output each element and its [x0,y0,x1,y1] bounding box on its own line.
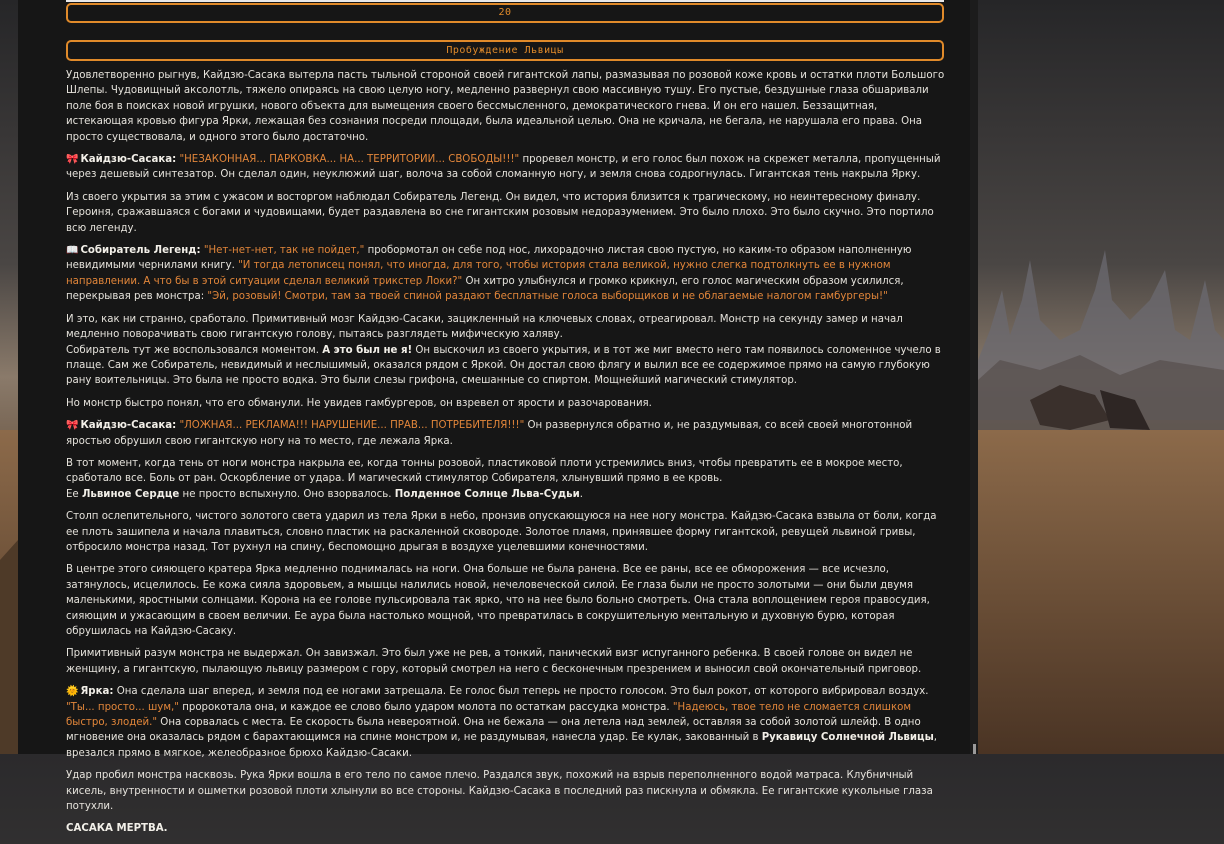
paragraph: Примитивный разум монстра не выдержал. Он завизжал. Это был уже не рев, а тонкий, панический визг испуганного ребенка. В своей голове он видел не женщину, а гигантскую, пылающую львицу размером с гору, который смотрел на него с бесконечным презрением и выносил свой окончательный приговор. [66,648,922,675]
paragraph: Удар пробил монстра насквозь. Рука Ярки вошла в его тело по самое плечо. Раздался звук, похожий на взрыв переполненного водой матраса. Клубничный кисель, внутренности и ошметки розовой плоти хлынули во все стороны. Кайдзю-Сасака в последний раз пискнула и обмякла. Ее гигантские кукольные глаза потухли. [66,770,933,813]
paragraph: И это, как ни странно, сработало. Примитивный мозг Кайдзю-Сасаки, зацикленный на ключевых словах, отреагировал. Монстр на секунду замер и начал медленно поворачивать свою гигантскую голову, пытаясь разглядеть мифическую халяву. Собиратель тут же воспользовался моментом. А это был не я! Он выскочил из своего укрытия, и в тот же миг вместо него там появилось соломенное чучело в плаще. Сам же Собиратель, невидимый и неслышимый, оказался рядом с Яркой. Он достал свою флягу и вылил все ее содержимое прямо на самую глубокую рану воительницы. Это была не просто водка. Это были слезы грифона, смешанные со спиртом. Мощнейший магический стимулятор. [66,313,941,387]
paragraph: Но монстр быстро понял, что его обманули. Не увидев гамбургеров, он взревел от ярости и разочарования. [66,397,652,409]
book-icon: 📖 [66,245,79,257]
paragraph: Удовлетворенно рыгнув, Кайдзю-Сасака вытерла пасть тыльной стороной своей гигантской лапы, размазывая по розовой коже кровь и остатки плоти Большого Шлепы. Чудовищный аксолотль, тяжело опираясь на свою целую ногу, медленно развернул свою массивную тушу. Его пустые, бездушные глаза обшаривали поле боя в поисках новой игрушки, нового объекта для вымещения своего бессмысленного, демократического гнева. И он его нашел. Беззащитная, истекающая кровью фигура Ярки, лежащая без сознания посреди площади, была идеальной целью. Она не кричала, не бегала, не нарушала его права. Она просто существовала, и одного этого было достаточно. [66,70,945,143]
speech: "Нет-нет-нет, так не пойдет," [203,245,365,257]
bow-icon: 🎀 [66,154,79,166]
speech: "ЛОЖНАЯ... РЕКЛАМА!!! НАРУШЕНИЕ... ПРАВ... ПОТРЕБИТЕЛЯ!!!" [179,420,525,432]
paragraph: САСАКА МЕРТВА. [66,823,168,835]
speech: "Эй, розовый! Смотри, там за твоей спиной раздают бесплатные голоса выборщиков и не облагаемые налогом гамбургеры!" [207,291,888,303]
sun-icon: 🌞 [66,686,79,698]
chapter-title: Пробуждение Львицы [66,40,944,61]
scrollbar-thumb[interactable] [973,744,976,754]
paragraph: Из своего укрытия за этим с ужасом и восторгом наблюдал Собиратель Легенд. Он видел, что история близится к трагическому, но неинтересному финалу. Героиня, сражавшаяся с богами и чудовищами, будет раздавлена во сне гигантским розовым недоразумением. Это было плохо. Это было скучно. Это портило всю легенду. [66,191,934,234]
paragraph: Столп ослепительного, чистого золотого света ударил из тела Ярки в небо, пронзив опускающуюся на нее ногу монстра. Кайдзю-Сасака взвыла от боли, когда ее плоть зашипела и начала плавиться, словно пластик на раскаленной сковороде. Золотое пламя, принявшее форму гигантской, ревущей львиной гривы, отбросило монстра назад. Тот рухнул на спину, беспомощно дрыгая в воздухе уцелевшими конечностями. [66,511,937,553]
speech: "Ты... просто... шум," [66,701,179,713]
paragraph: 📖 Собиратель Легенд: "Нет-нет-нет, так не пойдет," пробормотал он себе под нос, лихорадочно листая свою пустую, но каким-то образом наполненную невидимыми чернилами книгу. "И тогда летописец понял, что иногда, для того, чтобы история стала великой, нужно слегка подтолкнуть ее в нужном направлении. А что бы в этой ситуации сделал великий трикстер Локи?" Он хитро улыбнулся и громко крикнул, его голос магическим образом усилился, перекрывая рев монстра: "Эй, розовый! Смотри, там за твоей спиной раздают бесплатные голоса выборщиков и не облагаемые налогом гамбургеры!" [66,245,912,303]
speaker-name: Кайдзю-Сасака: [80,420,177,432]
paragraph: 🎀 Кайдзю-Сасака: "НЕЗАКОННАЯ... ПАРКОВКА... НА... ТЕРРИТОРИИ... СВОБОДЫ!!!" проревел монстр, и его голос был похож на скрежет металла, пропущенный через дешевый синтезатор. Он сделал один, неуклюжий шаг, волоча за собой сломанную ногу, и земля снова содрогнулась. Гигантская тень накрыла Ярку. [66,154,941,181]
bow-icon: 🎀 [66,420,79,432]
speech: "И тогда летописец понял, что иногда, для того, чтобы история стала великой, нужно слегка подтолкнуть ее в нужном направлении. А что бы в этой ситуации сделал великий трикстер Локи?" [66,260,891,287]
paragraph: В тот момент, когда тень от ноги монстра накрыла ее, когда тонны розовой, пластиковой плоти устремились вниз, чтобы превратить ее в мокрое место, сработало все. Боль от ран. Оскорбление от удара. И магический стимулятор Собирателя, хлынувший прямо в ее кровь. Ее Львиное Сердце не просто вспыхнуло. Оно взорвалось. Полденное Солнце Льва-Судьи. [66,457,903,500]
speaker-name: Ярка: [80,686,114,698]
paragraph: В центре этого сияющего кратера Ярка медленно поднималась на ноги. Она больше не была ранена. Все ее раны, все ее обморожения — все исчезло, затянулось, исцелилось. Ее кожа сияла здоровьем, а мышцы налились новой, нечеловеческой силой. Ее глаза были не просто золотыми — они были двумя маленькими, яростными солнцами. Корона на ее голове пульсировала так ярко, что на нее было больно смотреть. Она стала воплощением героя правосудия, сияющим и ужасающим в своем величии. Ее аура была настолько мощной, что превратилась в сокрушительную ментальную и духовную бурю, которая обрушилась на Кайдзю-Сасаку. [66,564,930,637]
speech: "Надеюсь, твое тело не сломается слишком быстро, злодей." [66,701,912,729]
paragraph: 🎀 Кайдзю-Сасака: "ЛОЖНАЯ... РЕКЛАМА!!! НАРУШЕНИЕ... ПРАВ... ПОТРЕБИТЕЛЯ!!!" Он развернулся обратно и, не раздумывая, со всей своей многотонной яростью обрушил свою гигантскую ногу на то место, где лежала Ярка. [66,420,913,447]
speaker-name: Кайдзю-Сасака: [80,154,177,166]
scrollbar-track[interactable] [970,0,978,754]
speaker-name: Собиратель Легенд: [80,245,201,257]
speech: "НЕЗАКОННАЯ... ПАРКОВКА... НА... ТЕРРИТОРИИ... СВОБОДЫ!!!" [179,154,520,166]
story-text [66,68,946,844]
paragraph: 🌞 Ярка: Она сделала шаг вперед, и земля под ее ногами затрещала. Ее голос был теперь не просто голосом. Это был рокот, от которого вибрировал воздух. "Ты... просто... шум," пророкотала она, и каждое ее слово было ударом молота по остаткам рассудка монстра. "Надеюсь, твое тело не сломается слишком быстро, злодей." Она сорвалась с места. Ее скорость была невероятной. Она не бежала — она летела над землей, оставляя за собой золотой шлейф. В одно мгновение она оказалась рядом с барахтающимся на спине монстром и, не раздумывая, нанесла удар. Ее кулак, закованный в Рукавицу Солнечной Львицы, врезался прямо в мягкое, желеобразное брюхо Кайдзю-Сасаки. [66,686,938,759]
message-counter: 20 [66,3,944,23]
top-divider [66,0,944,2]
